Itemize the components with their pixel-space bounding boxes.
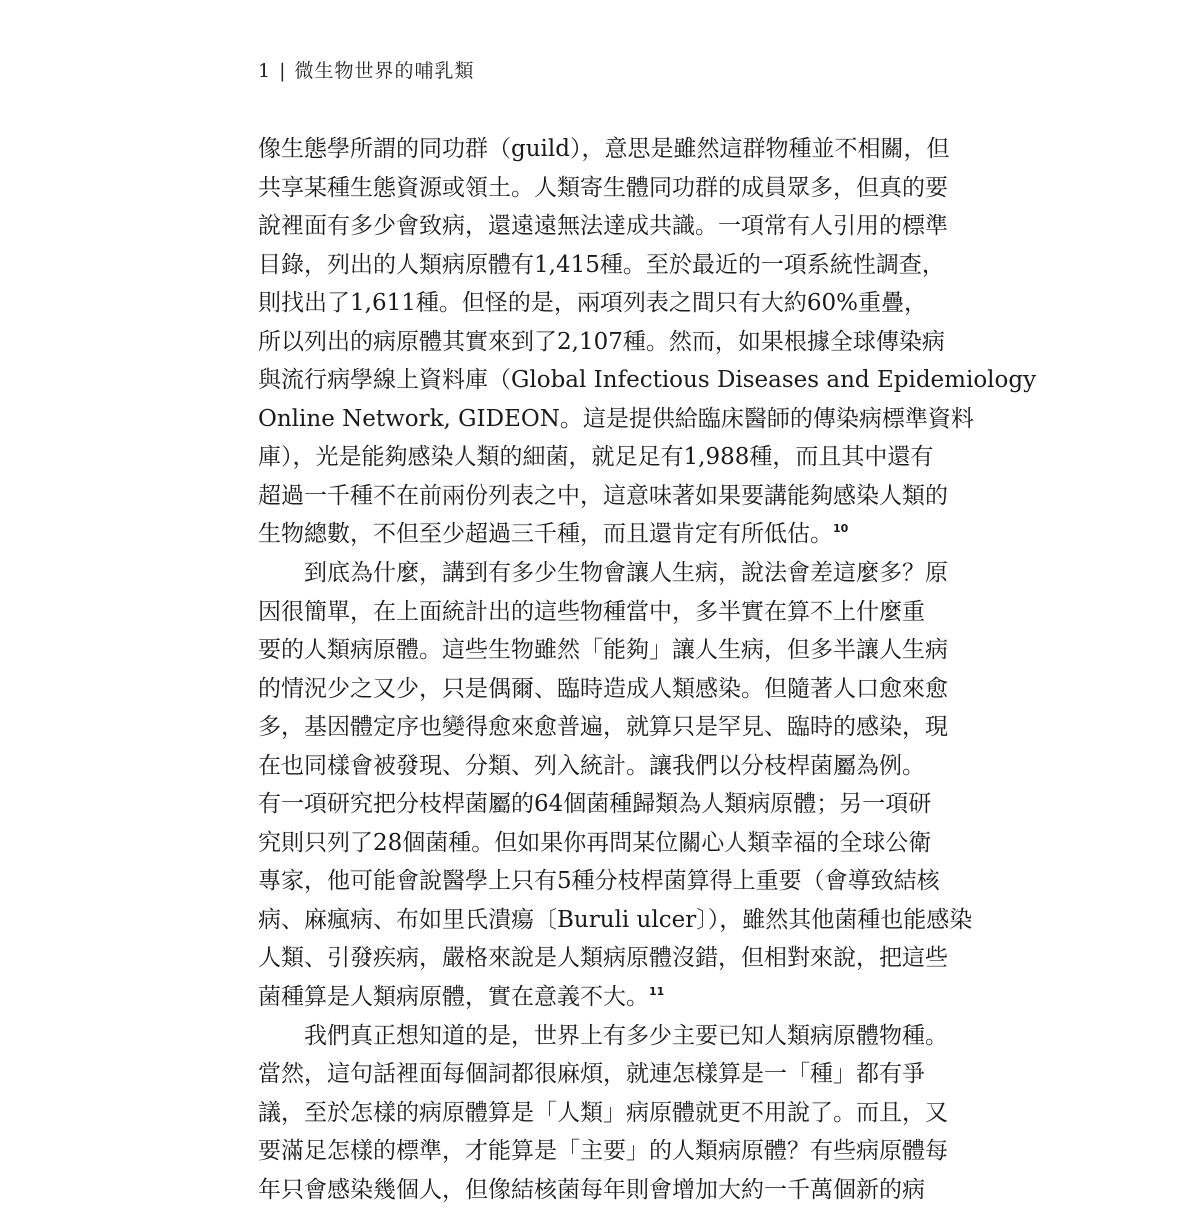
- text-line: 共享某種生態資源或領土。人類寄生體同功群的成員眾多，但真的要: [258, 174, 948, 201]
- text-line: 我們真正想知道的是，世界上有多少主要已知人類病原體物種。: [304, 1022, 948, 1049]
- text-line: 超過一千種不在前兩份列表之中，這意味著如果要講能夠感染人類的: [258, 482, 948, 509]
- text-line: 有一項研究把分枝桿菌屬的64個菌種歸類為人類病原體；另一項研: [258, 791, 932, 818]
- text-line: 則找出了1,611種。但怪的是，兩項列表之間只有大約60%重疊，: [258, 290, 927, 317]
- text-line: 到底為什麼，講到有多少生物會讓人生病，說法會差這麼多？原: [304, 560, 948, 587]
- paragraph-1: [258, 130, 1037, 554]
- text-line: Online Network, GIDEON。這是提供給臨床醫師的傳染病標準資料: [258, 405, 974, 432]
- footnote-marker: 10: [833, 522, 849, 536]
- text-line: 多，基因體定序也變得愈來愈普遍，就算只是罕見、臨時的感染，現: [258, 714, 948, 741]
- text-line: [258, 978, 918, 1017]
- paragraph-3: [258, 1017, 948, 1209]
- text-line: 年只會感染幾個人，但像結核菌每年則會增加大約一千萬個新的病: [258, 1176, 925, 1203]
- page-number: 1: [258, 60, 272, 82]
- header-separator: |: [279, 60, 287, 82]
- text-line: 究則只列了28個菌種。但如果你再問某位關心人類幸福的全球公衛: [258, 829, 932, 856]
- text-line: 目錄，列出的人類病原體有1,415種。至於最近的一項系統性調查，: [258, 251, 945, 278]
- text-line: 要滿足怎樣的標準，才能算是「主要」的人類病原體？有些病原體每: [258, 1138, 948, 1165]
- text-line: 因很簡單，在上面統計出的這些物種當中，多半實在算不上什麼重: [258, 598, 925, 625]
- running-header: [258, 56, 475, 83]
- chapter-title: 微生物世界的哺乳類: [294, 60, 475, 82]
- footnote-marker: 11: [649, 985, 665, 999]
- text-line: 說裡面有多少會致病，還遠遠無法達成共識。一項常有人引用的標準: [258, 213, 948, 240]
- body-text: [258, 130, 1037, 1209]
- text-line-content: 菌種算是人類病原體，實在意義不大。: [258, 984, 649, 1011]
- text-line: 專家，他可能會說醫學上只有5種分枝桿菌算得上重要（會導致結核: [258, 868, 940, 895]
- text-line: 病、麻瘋病、布如里氏潰瘍〔Buruli ulcer〕），雖然其他菌種也能感染: [258, 906, 973, 933]
- text-line: [258, 515, 918, 554]
- text-line: 所以列出的病原體其實來到了2,107種。然而，如果根據全球傳染病: [258, 328, 945, 355]
- text-line: 要的人類病原體。這些生物雖然「能夠」讓人生病，但多半讓人生病: [258, 637, 948, 664]
- text-line: 庫），光是能夠感染人類的細菌，就足足有1,988種，而且其中還有: [258, 444, 934, 471]
- text-line: 當然，這句話裡面每個詞都很麻煩，就連怎樣算是一「種」都有爭: [258, 1061, 925, 1088]
- text-line: 在也同樣會被發現、分類、列入統計。讓我們以分枝桿菌屬為例。: [258, 752, 925, 779]
- text-line-content: 生物總數，不但至少超過三千種，而且還肯定有所低估。: [258, 521, 833, 548]
- paragraph-2: [258, 554, 973, 1017]
- text-line: 的情況少之又少，只是偶爾、臨時造成人類感染。但隨著人口愈來愈: [258, 675, 948, 702]
- text-line: 像生態學所謂的同功群（guild），意思是雖然這群物種並不相關，但: [258, 136, 950, 162]
- text-line: 與流行病學線上資料庫（Global Infectious Diseases and Epidemiology: [258, 367, 1037, 394]
- text-line: 人類、引發疾病，嚴格來說是人類病原體沒錯，但相對來說，把這些: [258, 945, 948, 972]
- text-line: 議，至於怎樣的病原體算是「人類」病原體就更不用說了。而且，又: [258, 1099, 948, 1126]
